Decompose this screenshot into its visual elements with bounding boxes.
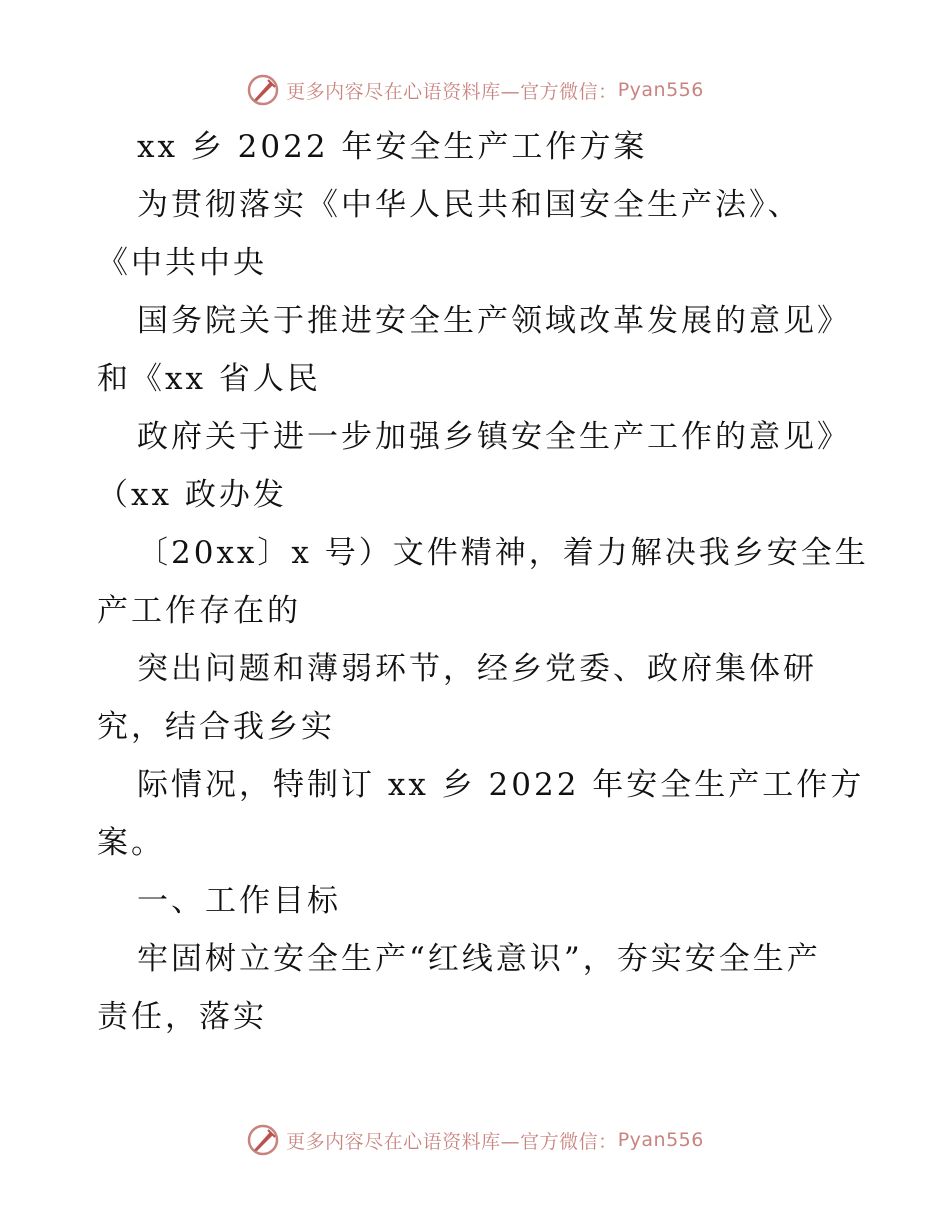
- header-watermark: [0, 68, 950, 112]
- paragraph-line: 和《xx 省人民: [97, 361, 321, 397]
- paragraph-line: 《中共中央: [97, 245, 267, 281]
- paragraph-line: （xx 政办发: [97, 477, 287, 513]
- paragraph-line: 究，结合我乡实: [97, 709, 335, 745]
- paragraph-line: 政府关于进一步加强乡镇安全生产工作的意见》: [137, 419, 851, 455]
- watermark-text: 更多内容尽在心语资料库: [286, 1130, 501, 1153]
- quill-pen-circle-icon: [246, 1123, 280, 1157]
- paragraph-line: 产工作存在的: [97, 593, 301, 629]
- paragraph-line: 际情况，特制订 xx 乡 2022 年安全生产工作方: [137, 767, 865, 803]
- watermark-account: Pyan556: [617, 1129, 704, 1151]
- paragraph-line: 〔20xx〕x 号）文件精神，着力解决我乡安全生: [137, 535, 869, 571]
- paragraph-line: 牢固树立安全生产“红线意识”，夯实安全生产: [137, 941, 821, 977]
- paragraph-line: 为贯彻落实《中华人民共和国安全生产法》、: [137, 187, 802, 223]
- watermark-text: 更多内容尽在心语资料库: [286, 80, 501, 103]
- footer-watermark: [0, 1118, 950, 1162]
- paragraph-line: 责任，落实: [97, 999, 267, 1035]
- paragraph-line: 国务院关于推进安全生产领域改革发展的意见》: [137, 303, 851, 339]
- quill-pen-circle-icon: [246, 73, 280, 107]
- paragraph-line: 案。: [97, 825, 165, 861]
- watermark-account: Pyan556: [617, 79, 704, 101]
- watermark-separator: —官方微信：: [500, 1130, 618, 1153]
- section-heading: 一、工作目标: [137, 883, 341, 919]
- paragraph-line: 突出问题和薄弱环节，经乡党委、政府集体研: [137, 651, 817, 687]
- watermark-separator: —官方微信：: [500, 80, 618, 103]
- document-title: xx 乡 2022 年安全生产工作方案: [137, 129, 648, 165]
